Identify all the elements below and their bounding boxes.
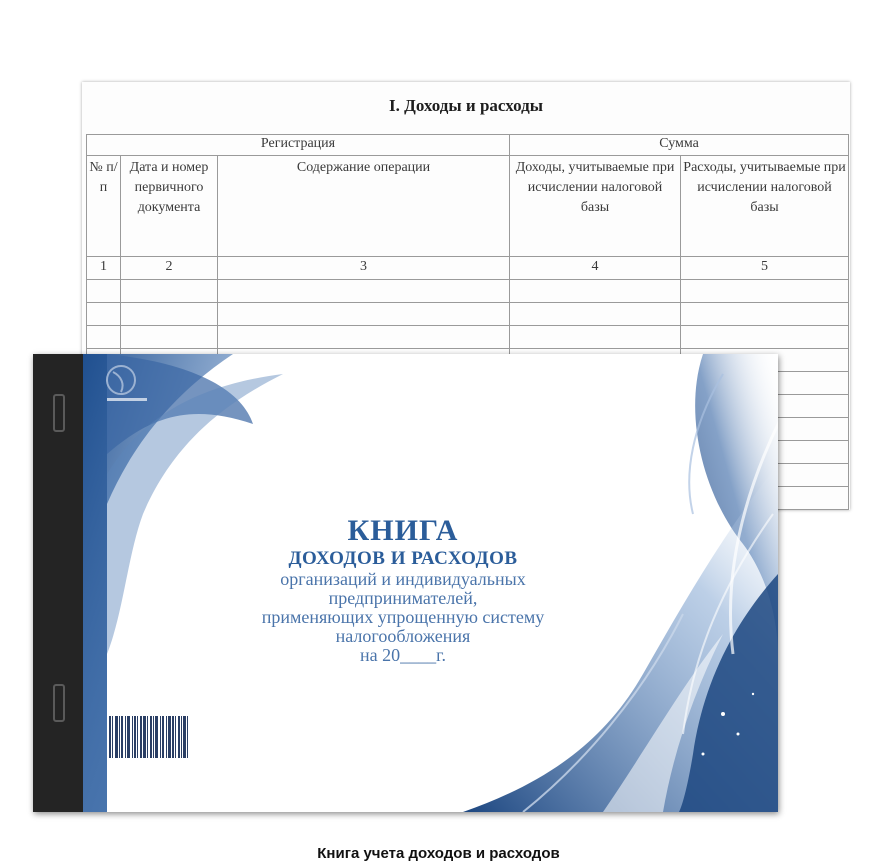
column-number-4: 4 [510,257,681,280]
column-header-date: Дата и номер первичного документа [121,156,218,257]
column-number-5: 5 [681,257,849,280]
book-cover [33,354,778,812]
cover-line-4: налогообложения [335,626,471,646]
cover-line-5: на 20____г. [360,645,446,665]
cover-text-block [193,514,613,665]
column-header-income: Доходы, учитываемые при исчислении налоговой базы [510,156,681,257]
column-number-1: 1 [87,257,121,280]
cover-line-3: применяющих упрощенную систему [261,607,545,627]
publisher-logo-icon [93,358,163,408]
staple-icon [53,394,65,432]
cover-subtitle: ДОХОДОВ И РАСХОДОВ [288,548,518,569]
barcode-icon [109,716,199,758]
table-row [87,303,849,326]
staple-icon [53,684,65,722]
image-caption: Книга учета доходов и расходов [317,845,560,862]
table-row [87,280,849,303]
column-number-2: 2 [121,257,218,280]
column-number-3: 3 [218,257,510,280]
column-header-content: Содержание операции [218,156,510,257]
book-spine [33,354,83,812]
ledger-title: I. Доходы и расходы [389,96,543,115]
cover-title: КНИГА [347,514,459,547]
group-registration: Регистрация [87,135,510,156]
cover-line-2: предпринимателей, [328,588,478,608]
table-row [87,326,849,349]
column-header-expense: Расходы, учитываемые при исчислении налоговой базы [681,156,849,257]
column-header-number: № п/п [87,156,121,257]
group-sum: Сумма [510,135,849,156]
cover-line-1: организаций и индивидуальных [280,569,526,589]
